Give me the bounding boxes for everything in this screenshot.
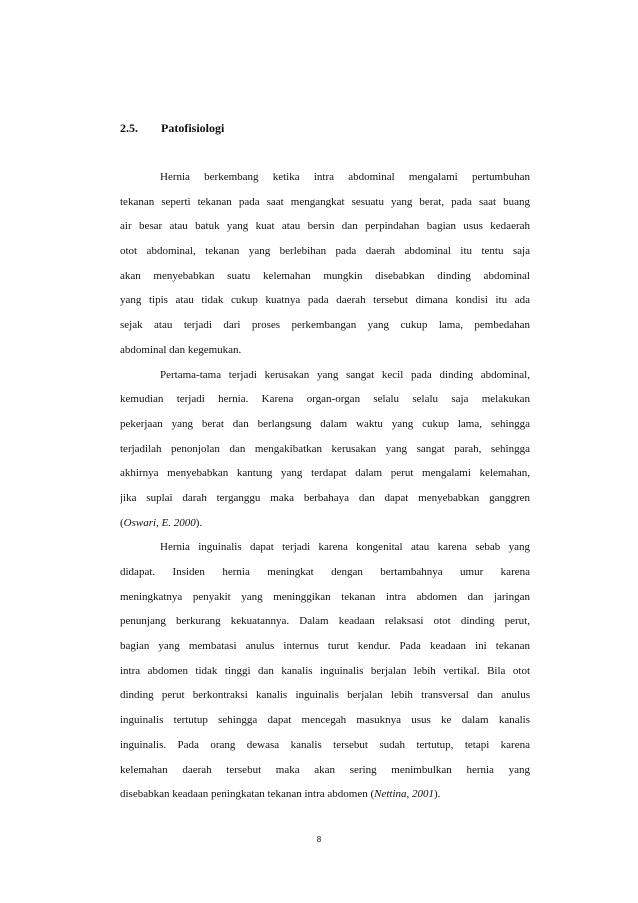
citation: Oswari, E. 2000 <box>123 516 196 529</box>
text-line: Hernia inguinalis dapat terjadi karena kongenital atau karena sebab yang <box>160 541 530 554</box>
text-line: intra abdomen tidak tinggi dan kanalis inguinalis berjalan lebih vertikal. Bila otot <box>120 664 530 677</box>
text-line: meningkatnya penyakit yang meninggikan tekanan intra abdomen dan jaringan <box>120 590 530 603</box>
text-line: bagian yang membatasi anulus internus turut kendur. Pada keadaan ini tekanan <box>120 640 530 653</box>
paragraph-1 <box>120 165 530 363</box>
text-line-citation <box>120 511 530 536</box>
text-line: pekerjaan yang berat dan berlangsung dalam waktu yang cukup lama, sehingga <box>120 417 530 430</box>
section-heading <box>120 121 224 136</box>
text-line: Hernia berkembang ketika intra abdominal mengalami pertumbuhan <box>160 171 530 183</box>
page-number: 8 <box>316 835 322 844</box>
citation-close: ). <box>434 788 441 801</box>
text-line: akan menyebabkan suatu kelemahan mungkin disebabkan dinding abdominal <box>120 269 530 282</box>
text-line: akhirnya menyebabkan kantung yang terdapat dalam perut mengalami kelemahan, <box>120 467 530 480</box>
document-body <box>120 165 530 807</box>
section-number: 2.5. <box>120 121 138 135</box>
text-line: abdominal dan kegemukan. <box>120 343 242 356</box>
text-line: otot abdominal, tekanan yang berlebihan pada daerah abdominal itu tentu saja <box>120 245 530 258</box>
citation-open: disebabkan keadaan peningkatan tekanan intra abdomen ( <box>120 788 375 801</box>
text-line-citation <box>120 782 530 807</box>
paragraph-3 <box>120 535 530 807</box>
citation: Nettina, 2001 <box>374 788 435 801</box>
citation-close: ). <box>195 516 203 529</box>
text-line: kemudian terjadi hernia. Karena organ-organ selalu selalu saja melakukan <box>120 393 530 406</box>
text-line: kelemahan daerah tersebut maka akan sering menimbulkan hernia yang <box>120 763 530 776</box>
paragraph-2 <box>120 363 530 536</box>
section-title: Patofisiologi <box>161 121 225 135</box>
text-line: inguinalis tertutup sehingga dapat mencegah masuknya usus ke dalam kanalis <box>120 714 530 727</box>
text-line: Pertama-tama terjadi kerusakan yang sangat kecil pada dinding abdominal, <box>160 368 530 381</box>
text-line: terjadilah penonjolan dan mengakibatkan kerusakan yang sangat parah, sehingga <box>120 442 530 455</box>
citation-open: ( <box>120 516 124 529</box>
text-line: dinding perut berkontraksi kanalis inguinalis berjalan lebih transversal dan anulus <box>120 689 530 702</box>
text-line: jika suplai darah terganggu maka berbahaya dan dapat menyebabkan ganggren <box>120 491 530 504</box>
text-line: air besar atau batuk yang kuat atau bersin dan perpindahan bagian usus kedaerah <box>120 220 530 233</box>
text-line: inguinalis. Pada orang dewasa kanalis tersebut sudah tertutup, tetapi karena <box>120 738 530 751</box>
text-line: sejak atau terjadi dari proses perkembangan yang cukup lama, pembedahan <box>120 319 530 332</box>
text-line: yang tipis atau tidak cukup kuatnya pada daerah tersebut dimana kondisi itu ada <box>120 294 530 307</box>
text-line: penunjang berkurang kekuatannya. Dalam keadaan relaksasi otot dinding perut, <box>120 615 530 628</box>
text-line: didapat. Insiden hernia meningkat dengan bertambahnya umur karena <box>120 566 530 578</box>
text-line: tekanan seperti tekanan pada saat mengangkat sesuatu yang berat, pada saat buang <box>120 195 530 208</box>
